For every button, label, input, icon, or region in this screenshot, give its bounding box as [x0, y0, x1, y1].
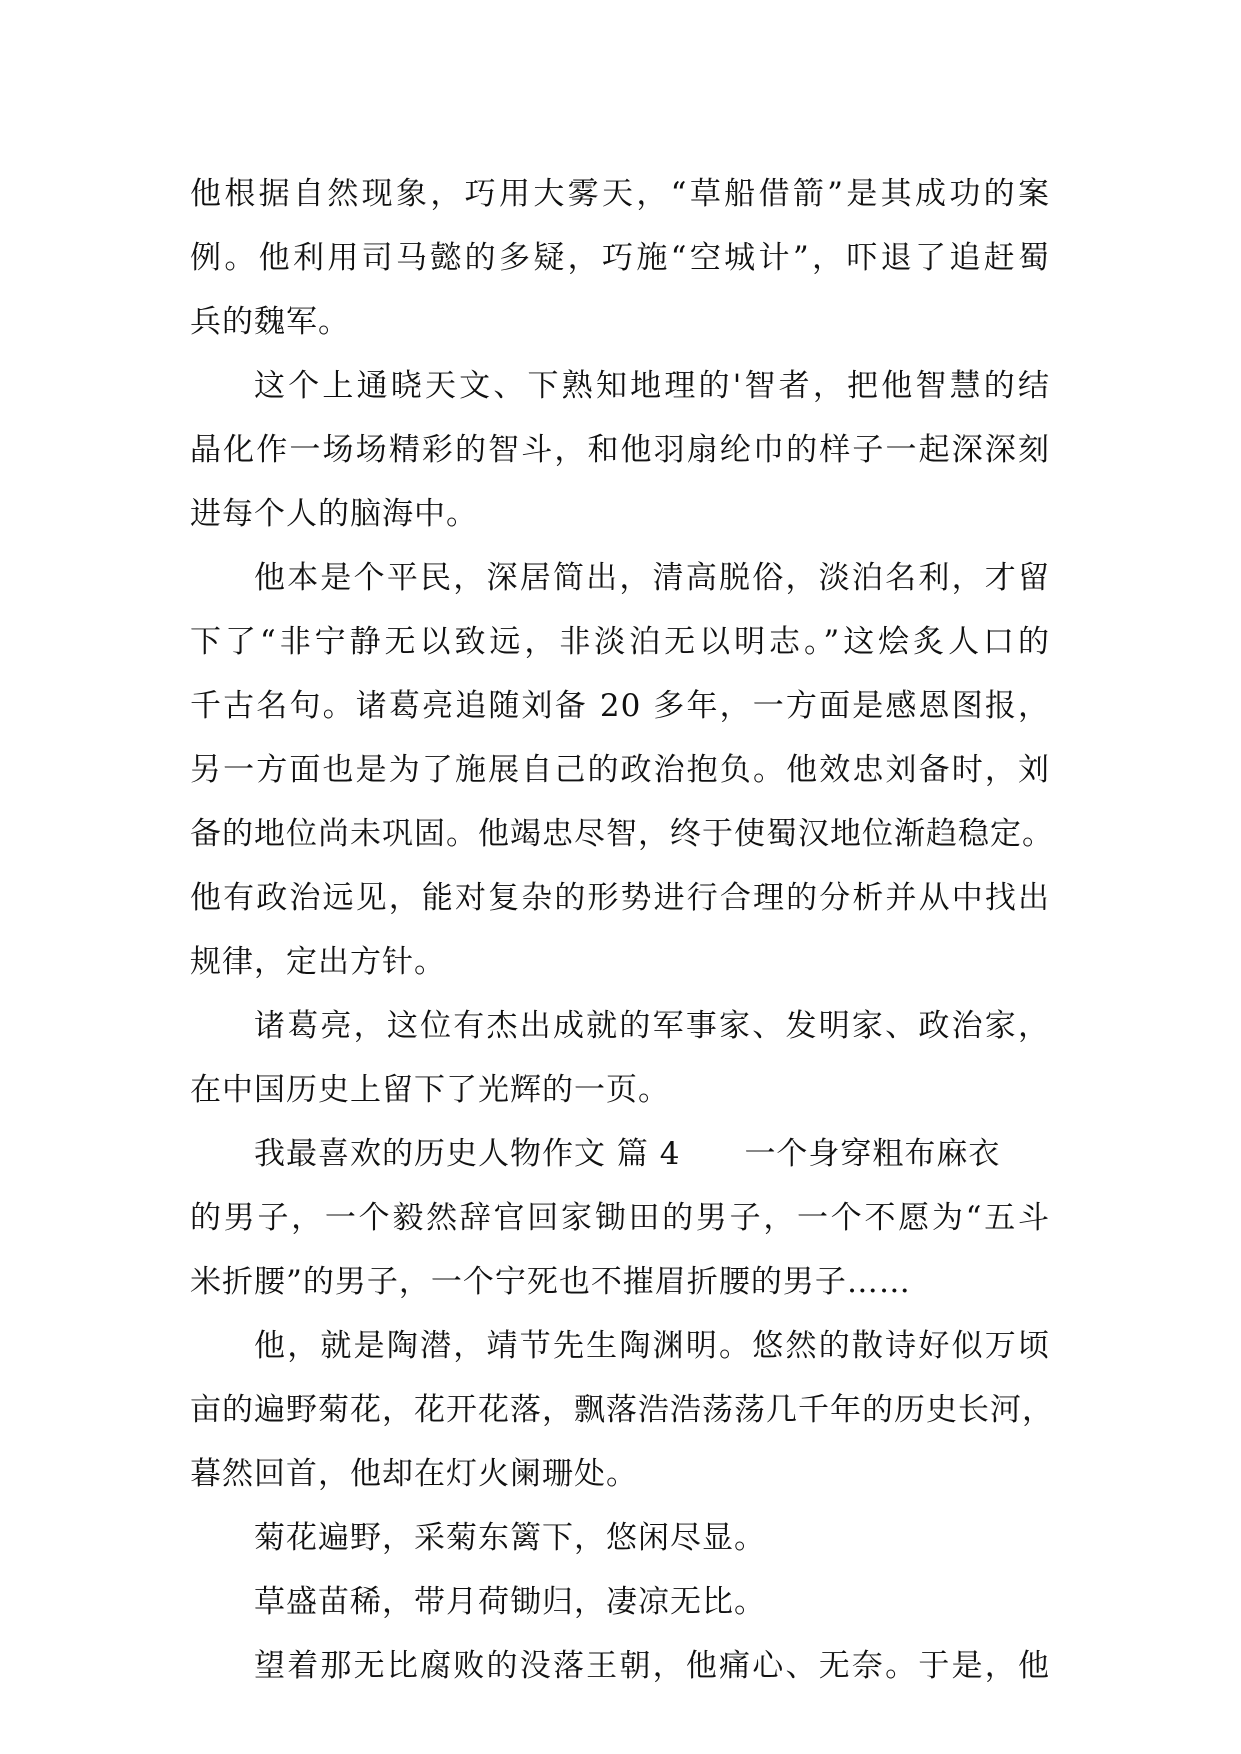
article-heading: 我最喜欢的历史人物作文 篇 4: [254, 1136, 681, 1172]
text-line: [190, 1122, 1050, 1186]
text-line: 在中国历史上留下了光辉的一页。: [190, 1072, 670, 1108]
text-line: 暮然回首，他却在灯火阑珊处。: [190, 1456, 638, 1492]
text-line: 草盛苗稀，带月荷锄归，凄凉无比。: [254, 1584, 766, 1620]
text-line: 这个上通晓天文、下熟知地理的'智者，把他智慧的结: [254, 368, 1050, 404]
document-body: [190, 162, 1054, 1698]
text-line: 望着那无比腐败的没落王朝，他痛心、无奈。于是，他: [254, 1648, 1050, 1684]
text-fragment: 一个身穿粗布麻衣: [744, 1136, 1001, 1172]
text-line: 千古名句。诸葛亮追随刘备 20 多年，一方面是感恩图报，: [190, 688, 1050, 724]
text-line: 例。他利用司马懿的多疑，巧施“空城计”，吓退了追赶蜀: [190, 240, 1050, 276]
text-line: 晶化作一场场精彩的智斗，和他羽扇纶巾的样子一起深深刻: [190, 432, 1050, 468]
text-line: 米折腰”的男子，一个宁死也不摧眉折腰的男子……: [190, 1264, 911, 1300]
text-line: 的男子，一个毅然辞官回家锄田的男子，一个不愿为“五斗: [190, 1200, 1050, 1236]
text-line: 他有政治远见，能对复杂的形势进行合理的分析并从中找出: [190, 880, 1050, 916]
text-line: 兵的魏军。: [190, 304, 350, 340]
text-line: 下了“非宁静无以致远，非淡泊无以明志。”这烩炙人口的: [190, 624, 1050, 660]
text-line: 他根据自然现象，巧用大雾天，“草船借箭”是其成功的案: [190, 176, 1050, 212]
text-line: 亩的遍野菊花，花开花落，飘落浩浩荡荡几千年的历史长河，: [190, 1392, 1054, 1428]
text-line: 进每个人的脑海中。: [190, 496, 478, 532]
text-line: 备的地位尚未巩固。他竭忠尽智，终于使蜀汉地位渐趋稳定。: [190, 816, 1054, 852]
text-line: 他本是个平民，深居简出，清高脱俗，淡泊名利，才留: [254, 560, 1050, 596]
text-line: 另一方面也是为了施展自己的政治抱负。他效忠刘备时，刘: [190, 752, 1050, 788]
text-line: 规律，定出方针。: [190, 944, 446, 980]
text-line: 菊花遍野，采菊东篱下，悠闲尽显。: [254, 1520, 766, 1556]
text-line: 诸葛亮，这位有杰出成就的军事家、发明家、政治家，: [254, 1008, 1050, 1044]
text-line: 他，就是陶潜，靖节先生陶渊明。悠然的散诗好似万顷: [254, 1328, 1050, 1364]
